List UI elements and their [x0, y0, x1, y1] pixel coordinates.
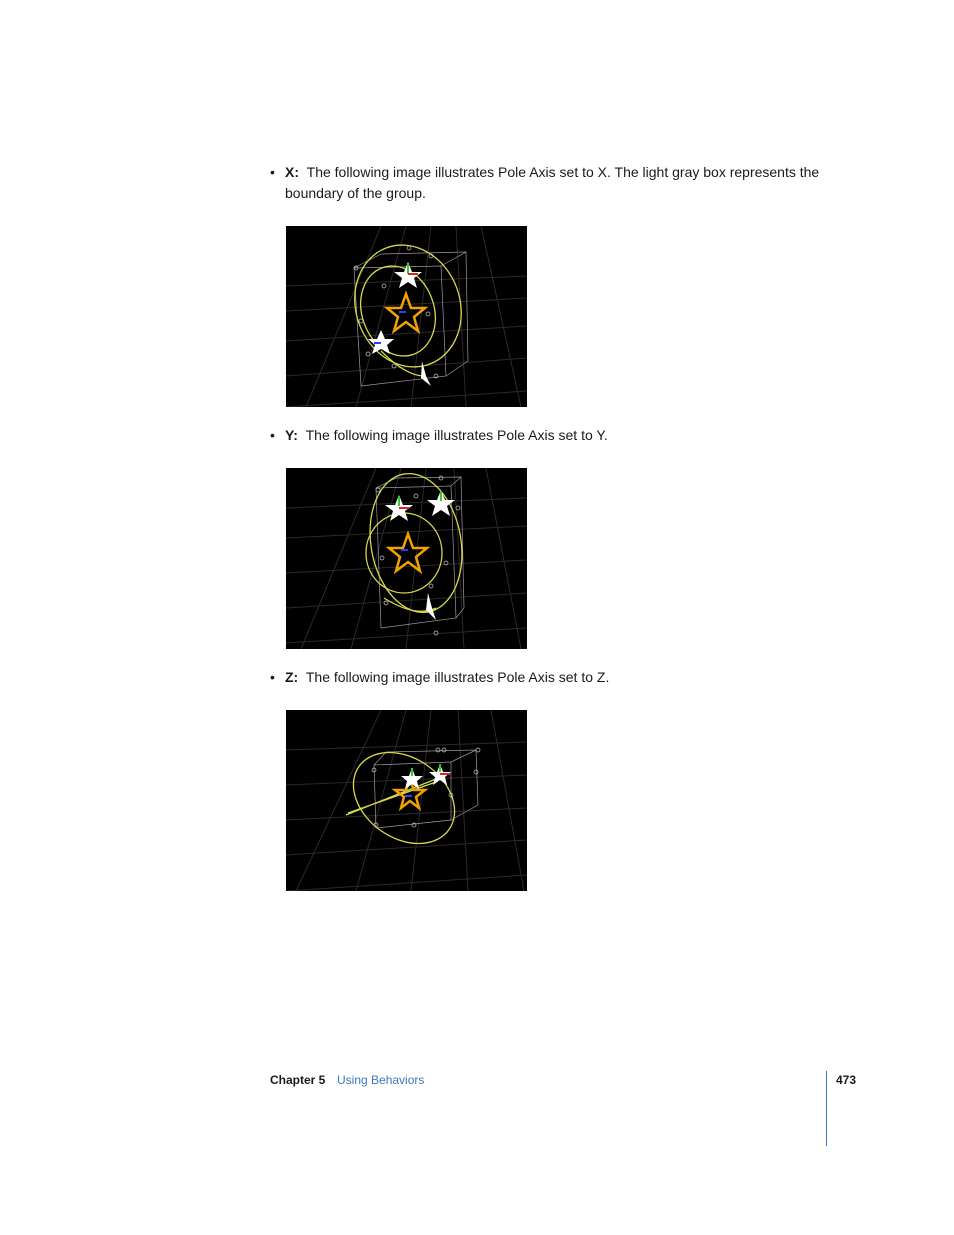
bullet-text: [285, 425, 830, 446]
bullet-body: The following image illustrates Pole Axis set to Y.: [305, 427, 608, 443]
figure-pole-axis-y: [286, 468, 527, 649]
bullet-z: [270, 667, 830, 688]
bullet-label: X:: [285, 164, 299, 180]
bullet-body: The following image illustrates Pole Axis set to Z.: [305, 669, 610, 685]
figure-pole-axis-x: [286, 226, 527, 407]
bullet-text: [285, 667, 830, 688]
bullet-marker: •: [270, 669, 275, 685]
bullet-marker: •: [270, 427, 275, 443]
bullet-body: The following image illustrates Pole Axis set to X. The light gray box represents the boundary of the group.: [285, 164, 820, 201]
bullet-y: [270, 425, 830, 446]
bullet-label: Z:: [285, 669, 299, 685]
bullet-text: [285, 162, 830, 204]
bullet-label: Y:: [285, 427, 298, 443]
bullet-x: [270, 162, 830, 204]
footer-section-link[interactable]: Using Behaviors: [337, 1073, 425, 1087]
bullet-marker: •: [270, 164, 275, 180]
footer-divider: [826, 1071, 827, 1146]
page-number: 473: [836, 1073, 857, 1087]
footer-chapter: Chapter 5: [270, 1073, 326, 1087]
figure-pole-axis-z: [286, 710, 527, 891]
